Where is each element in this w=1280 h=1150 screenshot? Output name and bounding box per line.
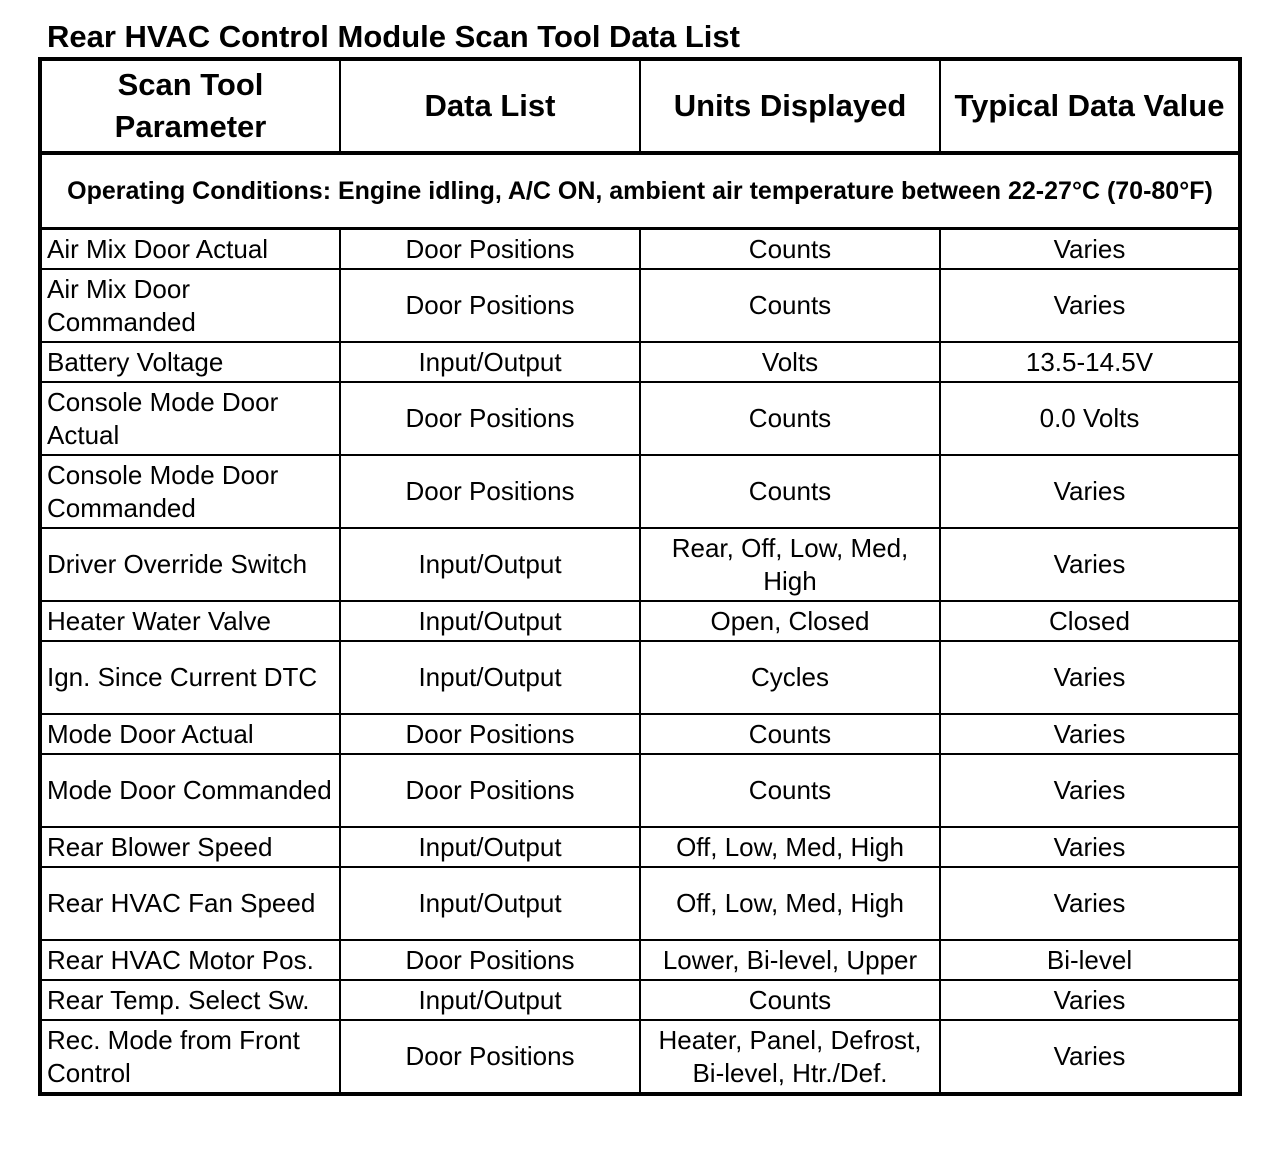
cell-data-list: Door Positions [340,229,640,270]
cell-data-list: Door Positions [340,455,640,528]
cell-parameter: Rear Blower Speed [40,827,340,867]
operating-conditions-row [40,153,1240,229]
cell-parameter: Battery Voltage [40,342,340,382]
table-row [40,269,1240,342]
cell-parameter: Ign. Since Current DTC [40,641,340,714]
cell-units: Heater, Panel, Defrost, Bi-level, Htr./Def. [640,1020,940,1094]
table-row [40,601,1240,641]
table-row [40,641,1240,714]
header-scan-tool-parameter: Scan Tool Parameter [40,59,340,153]
cell-typical-value: Varies [940,229,1240,270]
cell-parameter: Air Mix Door Commanded [40,269,340,342]
cell-units: Counts [640,229,940,270]
cell-typical-value: Varies [940,754,1240,827]
table-row [40,229,1240,270]
cell-typical-value: Varies [940,641,1240,714]
cell-units: Counts [640,714,940,754]
cell-data-list: Input/Output [340,528,640,601]
table-row [40,528,1240,601]
cell-data-list: Door Positions [340,754,640,827]
cell-typical-value: 13.5-14.5V [940,342,1240,382]
cell-typical-value: Varies [940,269,1240,342]
table-row [40,940,1240,980]
cell-units: Counts [640,980,940,1020]
table-row [40,455,1240,528]
header-units-displayed: Units Displayed [640,59,940,153]
table-row [40,827,1240,867]
cell-data-list: Door Positions [340,714,640,754]
table-row [40,754,1240,827]
table-row [40,867,1240,940]
cell-data-list: Input/Output [340,980,640,1020]
cell-typical-value: Varies [940,827,1240,867]
cell-data-list: Input/Output [340,641,640,714]
cell-units: Counts [640,382,940,455]
cell-parameter: Rear HVAC Fan Speed [40,867,340,940]
cell-data-list: Door Positions [340,940,640,980]
header-typical-data-value: Typical Data Value [940,59,1240,153]
cell-data-list: Input/Output [340,342,640,382]
cell-typical-value: Bi-level [940,940,1240,980]
cell-units: Counts [640,754,940,827]
table-row [40,342,1240,382]
cell-units: Counts [640,269,940,342]
cell-typical-value: 0.0 Volts [940,382,1240,455]
header-data-list: Data List [340,59,640,153]
cell-units: Off, Low, Med, High [640,827,940,867]
cell-typical-value: Varies [940,980,1240,1020]
cell-data-list: Input/Output [340,867,640,940]
cell-data-list: Input/Output [340,827,640,867]
cell-units: Volts [640,342,940,382]
cell-units: Off, Low, Med, High [640,867,940,940]
cell-parameter: Air Mix Door Actual [40,229,340,270]
cell-parameter: Rec. Mode from Front Control [40,1020,340,1094]
cell-typical-value: Varies [940,1020,1240,1094]
cell-parameter: Console Mode Door Commanded [40,455,340,528]
cell-parameter: Heater Water Valve [40,601,340,641]
cell-data-list: Door Positions [340,269,640,342]
cell-units: Rear, Off, Low, Med, High [640,528,940,601]
scan-tool-data-table [38,57,1242,1096]
table-row [40,980,1240,1020]
cell-units: Counts [640,455,940,528]
header-row [40,59,1240,153]
cell-parameter: Mode Door Actual [40,714,340,754]
cell-data-list: Door Positions [340,382,640,455]
table-row [40,714,1240,754]
page-title: Rear HVAC Control Module Scan Tool Data List [47,19,740,54]
operating-conditions: Operating Conditions: Engine idling, A/C ON, ambient air temperature between 22-27°C (70-80°F) [40,153,1240,229]
cell-parameter: Rear HVAC Motor Pos. [40,940,340,980]
cell-units: Open, Closed [640,601,940,641]
cell-typical-value: Varies [940,455,1240,528]
cell-data-list: Input/Output [340,601,640,641]
cell-typical-value: Varies [940,867,1240,940]
table-row [40,382,1240,455]
cell-parameter: Mode Door Commanded [40,754,340,827]
cell-typical-value: Closed [940,601,1240,641]
cell-units: Cycles [640,641,940,714]
cell-parameter: Driver Override Switch [40,528,340,601]
cell-units: Lower, Bi-level, Upper [640,940,940,980]
cell-data-list: Door Positions [340,1020,640,1094]
cell-parameter: Rear Temp. Select Sw. [40,980,340,1020]
cell-parameter: Console Mode Door Actual [40,382,340,455]
cell-typical-value: Varies [940,528,1240,601]
cell-typical-value: Varies [940,714,1240,754]
table-row [40,1020,1240,1094]
